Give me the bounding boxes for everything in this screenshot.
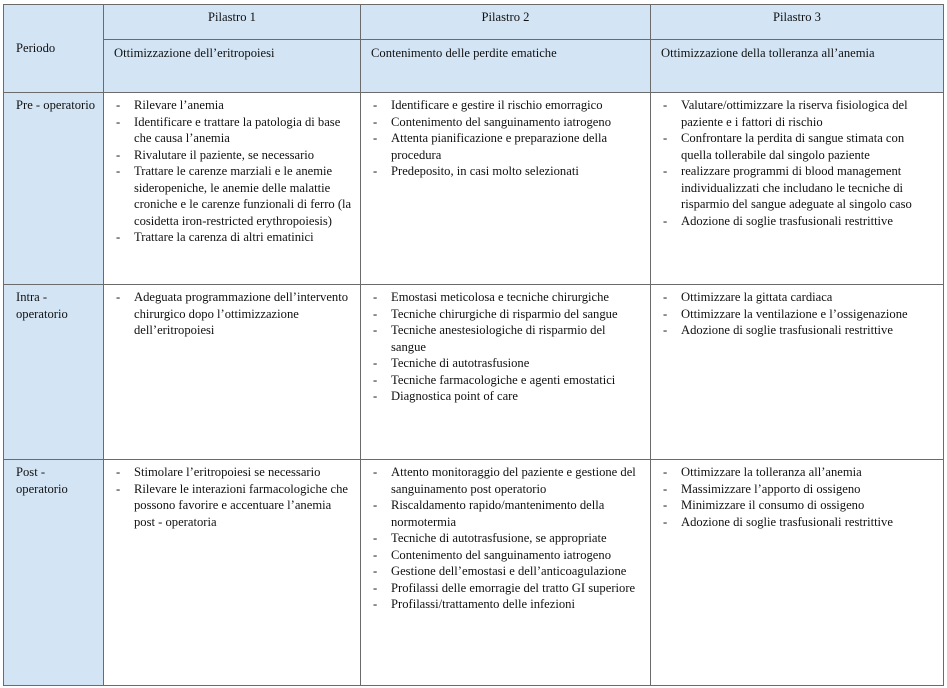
cell-pre-pillar-3 (651, 93, 944, 285)
item-list (104, 93, 360, 248)
list-item: - Tecniche anestesiologiche di risparmio del sangue (373, 322, 642, 355)
list-item: - Identificare e gestire il rischio emorragico (373, 97, 642, 114)
list-item: - Minimizzare il consumo di ossigeno (663, 497, 935, 514)
list-item: - Tecniche di autotrasfusione, se appropriate (373, 530, 642, 547)
period-pre-operatorio: Pre - operatorio (4, 93, 104, 285)
list-item: - Trattare le carenze marziali e le anemie sideropeniche, le anemie delle malattie croniche e le carenze funzionali di ferro (la cosidetta iron-restricted erythropoiesis) (116, 163, 352, 229)
list-item: - Predeposito, in casi molto selezionati (373, 163, 642, 180)
list-item: - Adozione di soglie trasfusionali restrittive (663, 322, 935, 339)
list-item: - Contenimento del sanguinamento iatrogeno (373, 114, 642, 131)
cell-pre-pillar-2 (361, 93, 651, 285)
pillar-1-title: Pilastro 1 (104, 5, 361, 40)
pillar-2-theme: Contenimento delle perdite ematiche (361, 40, 651, 93)
item-list (651, 460, 943, 532)
list-item: - Attento monitoraggio del paziente e gestione del sanguinamento post operatorio (373, 464, 642, 497)
list-item: - Valutare/ottimizzare la riserva fisiologica del paziente e i fattori di rischio (663, 97, 935, 130)
row-intra-operatorio (4, 285, 944, 460)
list-item: - Tecniche di autotrasfusione (373, 355, 642, 372)
pbm-pillars-table (3, 4, 944, 686)
item-list (361, 285, 650, 407)
header-row-themes (4, 40, 944, 93)
pillar-3-theme: Ottimizzazione della tolleranza all’anemia (651, 40, 944, 93)
list-item: - Rilevare le interazioni farmacologiche che possono favorire e accentuare l’anemia post - operatoria (116, 481, 352, 531)
item-list (651, 285, 943, 341)
cell-post-pillar-3 (651, 460, 944, 686)
period-column-header: Periodo (4, 5, 104, 93)
list-item: - Ottimizzare la gittata cardiaca (663, 289, 935, 306)
pillar-1-theme: Ottimizzazione dell’eritropoiesi (104, 40, 361, 93)
cell-intra-pillar-1 (104, 285, 361, 460)
list-item: - Attenta pianificazione e preparazione della procedura (373, 130, 642, 163)
cell-post-pillar-1 (104, 460, 361, 686)
list-item: - Adeguata programmazione dell’intervento chirurgico dopo l’ottimizzazione dell’eritropoiesi (116, 289, 352, 339)
row-pre-operatorio (4, 93, 944, 285)
list-item: - Tecniche farmacologiche e agenti emostatici (373, 372, 642, 389)
header-row-pillars (4, 5, 944, 40)
item-list (361, 93, 650, 182)
list-item: - Profilassi/trattamento delle infezioni (373, 596, 642, 613)
list-item: - Gestione dell’emostasi e dell’anticoagulazione (373, 563, 642, 580)
list-item: - Adozione di soglie trasfusionali restrittive (663, 514, 935, 531)
list-item: - Trattare la carenza di altri ematinici (116, 229, 352, 246)
cell-intra-pillar-2 (361, 285, 651, 460)
item-list (104, 285, 360, 341)
list-item: - Diagnostica point of care (373, 388, 642, 405)
list-item: - Riscaldamento rapido/mantenimento della normotermia (373, 497, 642, 530)
cell-pre-pillar-1 (104, 93, 361, 285)
item-list (104, 460, 360, 532)
list-item: - Rivalutare il paziente, se necessario (116, 147, 352, 164)
item-list (361, 460, 650, 615)
list-item: - Profilassi delle emorragie del tratto GI superiore (373, 580, 642, 597)
list-item: - Ottimizzare la tolleranza all’anemia (663, 464, 935, 481)
row-post-operatorio (4, 460, 944, 686)
pillar-3-title: Pilastro 3 (651, 5, 944, 40)
list-item: - Ottimizzare la ventilazione e l’ossigenazione (663, 306, 935, 323)
period-post-operatorio: Post - operatorio (4, 460, 104, 686)
pillar-2-title: Pilastro 2 (361, 5, 651, 40)
item-list (651, 93, 943, 231)
list-item: - Adozione di soglie trasfusionali restrittive (663, 213, 935, 230)
list-item: - Emostasi meticolosa e tecniche chirurgiche (373, 289, 642, 306)
cell-post-pillar-2 (361, 460, 651, 686)
list-item: - Rilevare l’anemia (116, 97, 352, 114)
list-item: - Stimolare l’eritropoiesi se necessario (116, 464, 352, 481)
list-item: - Contenimento del sanguinamento iatrogeno (373, 547, 642, 564)
period-intra-operatorio: Intra - operatorio (4, 285, 104, 460)
list-item: - Confrontare la perdita di sangue stimata con quella tollerabile dal singolo paziente (663, 130, 935, 163)
list-item: - realizzare programmi di blood management individualizzati che includano le tecniche di risparmio del sangue adeguate al singolo caso (663, 163, 935, 213)
list-item: - Identificare e trattare la patologia di base che causa l’anemia (116, 114, 352, 147)
cell-intra-pillar-3 (651, 285, 944, 460)
list-item: - Massimizzare l’apporto di ossigeno (663, 481, 935, 498)
list-item: - Tecniche chirurgiche di risparmio del sangue (373, 306, 642, 323)
